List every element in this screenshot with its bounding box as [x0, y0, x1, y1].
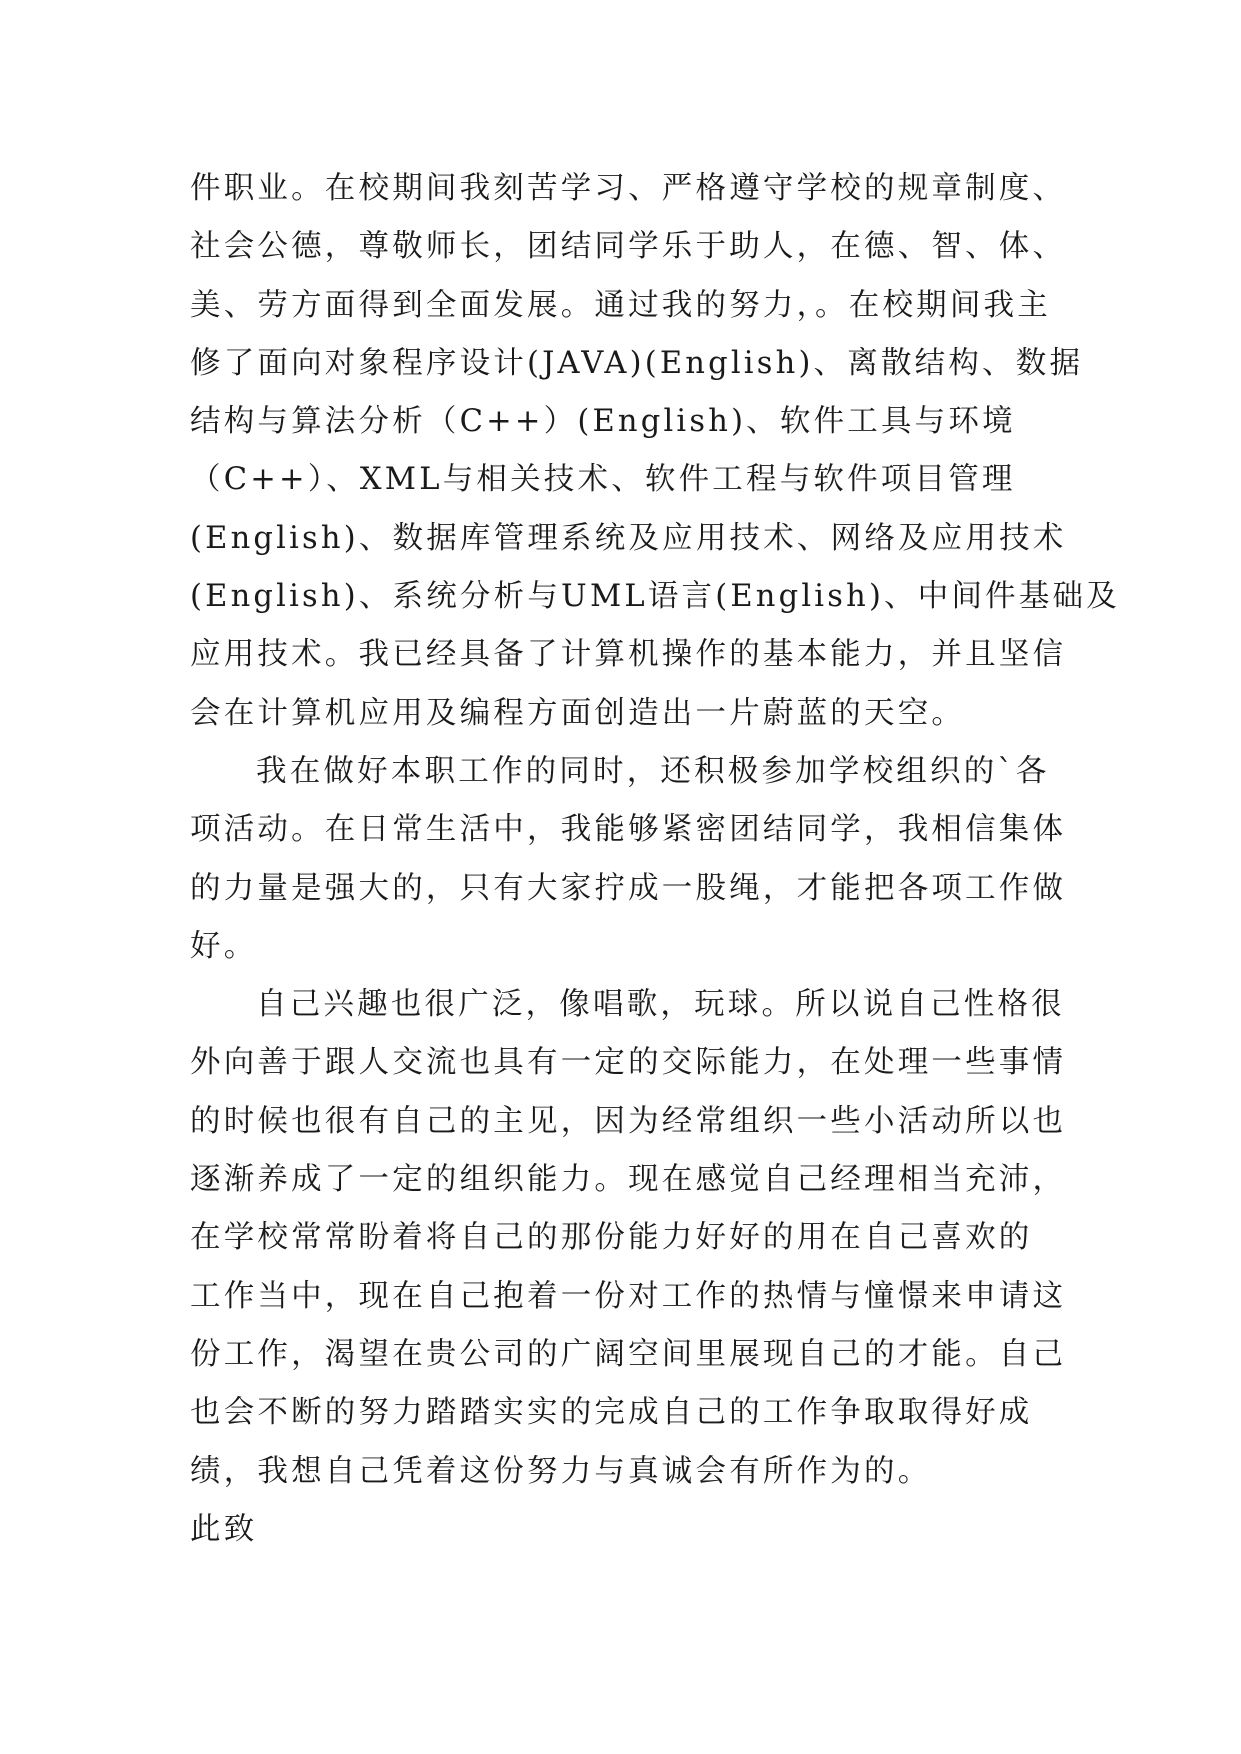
text-line: 份工作，渴望在贵公司的广阔空间里展现自己的才能。自己 — [190, 1336, 1067, 1372]
paragraph-start-line: 我在做好本职工作的同时，还积极参加学校组织的`各 — [256, 753, 1050, 789]
text-line: 项活动。在日常生活中，我能够紧密团结同学，我相信集体 — [190, 812, 1067, 848]
letter-body — [190, 160, 1120, 1559]
paragraph-start-line: 自己兴趣也很广泛，像唱歌，玩球。所以说自己性格很 — [256, 987, 1065, 1023]
text-line: 应用技术。我已经具备了计算机操作的基本能力，并且坚信 — [190, 637, 1067, 673]
text-line: 逐渐养成了一定的组织能力。现在感觉自己经理相当充沛， — [190, 1162, 1067, 1198]
text-line: (English)、数据库管理系统及应用技术、网络及应用技术 — [190, 520, 1067, 556]
text-line: 社会公德，尊敬师长，团结同学乐于助人，在德、智、体、 — [190, 229, 1067, 265]
text-line: 在学校常常盼着将自己的那份能力好好的用在自己喜欢的 — [190, 1220, 1033, 1256]
text-line: 的时候也很有自己的主见，因为经常组织一些小活动所以也 — [190, 1103, 1067, 1139]
closing-salutation: 此致 — [190, 1511, 258, 1547]
text-line: （C++）、XML与相关技术、软件工程与软件项目管理 — [190, 462, 1016, 498]
text-line: 外向善于跟人交流也具有一定的交际能力，在处理一些事情 — [190, 1045, 1067, 1081]
text-line: 的力量是强大的，只有大家拧成一股绳，才能把各项工作做 — [190, 870, 1067, 906]
text-line: 件职业。在校期间我刻苦学习、严格遵守学校的规章制度、 — [190, 171, 1067, 206]
text-line: 工作当中，现在自己抱着一份对工作的热情与憧憬来申请这 — [190, 1278, 1067, 1314]
text-line: 绩，我想自己凭着这份努力与真诚会有所作为的。 — [190, 1453, 932, 1489]
text-line: 美、劳方面得到全面发展。通过我的努力，。在校期间我主 — [190, 287, 1051, 323]
text-line: 修了面向对象程序设计(JAVA)(English)、离散结构、数据 — [190, 345, 1084, 381]
text-line: 结构与算法分析（C++）(English)、软件工具与环境 — [190, 404, 1016, 440]
text-line: 会在计算机应用及编程方面创造出一片蔚蓝的天空。 — [190, 695, 966, 731]
text-line: 好。 — [190, 928, 258, 964]
text-line: 也会不断的努力踏踏实实的完成自己的工作争取取得好成 — [190, 1395, 1033, 1431]
text-line: (English)、系统分析与UML语言(English)、中间件基础及 — [190, 579, 1120, 615]
